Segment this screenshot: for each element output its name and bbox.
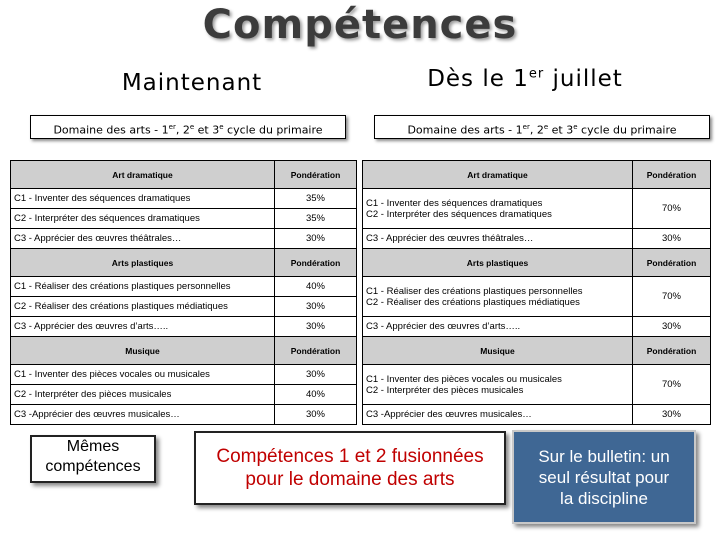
callout-line: Sur le bulletin: un: [538, 446, 670, 466]
competency-weight: 30%: [633, 317, 711, 337]
competency-weight: 70%: [633, 189, 711, 229]
table-row: [363, 405, 711, 425]
competency-table-current: [10, 160, 357, 425]
domain-sup: e: [573, 123, 578, 131]
table-header-row: [363, 249, 711, 277]
heading-july-sup: er: [528, 66, 545, 82]
competency-label: C1 - Inventer des séquences dramatiques: [11, 189, 275, 209]
section-header: Musique: [363, 337, 633, 365]
section-header: Musique: [11, 337, 275, 365]
slide-title: Compétences: [202, 2, 518, 48]
domain-box-right: [374, 115, 710, 139]
domain-box-left: [30, 115, 346, 139]
table-row: [363, 277, 711, 317]
table-row: [11, 317, 357, 337]
weight-header: Pondération: [275, 337, 357, 365]
table-row: [11, 385, 357, 405]
competency-merged-label: [363, 365, 633, 405]
competency-label: C3 - Apprécier des œuvres théâtrales…: [363, 229, 633, 249]
domain-sup: er: [168, 123, 176, 131]
competency-weight: 40%: [275, 385, 357, 405]
same-competencies-callout: [30, 435, 156, 483]
competency-weight: 70%: [633, 277, 711, 317]
merged-line: C1 - Inventer des pièces vocales ou musicales: [366, 373, 562, 385]
table-row: [363, 317, 711, 337]
domain-sup: e: [219, 123, 224, 131]
domain-text: et 3: [194, 123, 220, 137]
competency-label: C3 -Apprécier des œuvres musicales…: [11, 405, 275, 425]
weight-header: Pondération: [275, 249, 357, 277]
competency-label: C3 - Apprécier des œuvres d’arts…..: [363, 317, 633, 337]
competency-merged-label: [363, 277, 633, 317]
table-row: [363, 229, 711, 249]
competency-weight: 30%: [275, 405, 357, 425]
table-row: [11, 365, 357, 385]
competency-label: C2 - Interpréter des séquences dramatiques: [11, 209, 275, 229]
table-row: [11, 209, 357, 229]
table-header-row: [11, 337, 357, 365]
merged-line: C2 - Interpréter des séquences dramatiques: [366, 208, 552, 220]
table-row: [363, 189, 711, 229]
merged-line: C1 - Inventer des séquences dramatiques: [366, 197, 543, 209]
table-row: [11, 297, 357, 317]
competency-label: C2 - Réaliser des créations plastiques médiatiques: [11, 297, 275, 317]
competency-label: C1 - Réaliser des créations plastiques personnelles: [11, 277, 275, 297]
weight-header: Pondération: [633, 249, 711, 277]
section-header: Arts plastiques: [363, 249, 633, 277]
table-row: [11, 405, 357, 425]
competency-label: C1 - Inventer des pièces vocales ou musicales: [11, 365, 275, 385]
heading-july-text: Dès le 1: [427, 66, 529, 92]
competency-label: C3 - Apprécier des œuvres théâtrales…: [11, 229, 275, 249]
section-header: Art dramatique: [11, 161, 275, 189]
merged-competencies-callout: [194, 431, 506, 505]
competency-label: C3 - Apprécier des œuvres d’arts…..: [11, 317, 275, 337]
merged-line: C2 - Interpréter des pièces musicales: [366, 384, 524, 396]
domain-sup: e: [189, 123, 195, 131]
callout-line: la discipline: [560, 488, 648, 508]
domain-sup: e: [543, 123, 549, 131]
competency-weight: 70%: [633, 365, 711, 405]
table-header-row: [363, 161, 711, 189]
domain-text: cycle du primaire: [577, 123, 677, 137]
competency-merged-label: [363, 189, 633, 229]
competency-weight: 30%: [275, 297, 357, 317]
heading-july: [395, 66, 655, 92]
domain-text: et 3: [548, 123, 574, 137]
heading-now: Maintenant: [121, 70, 263, 96]
merged-line: C1 - Réaliser des créations plastiques personnelles: [366, 285, 583, 297]
merged-line: C2 - Réaliser des créations plastiques médiatiques: [366, 296, 580, 308]
table-header-row: [11, 249, 357, 277]
weight-header: Pondération: [633, 161, 711, 189]
table-row: [11, 277, 357, 297]
competency-weight: 35%: [275, 189, 357, 209]
table-header-row: [11, 161, 357, 189]
section-header: Art dramatique: [363, 161, 633, 189]
competency-weight: 35%: [275, 209, 357, 229]
competency-weight: 30%: [275, 365, 357, 385]
table-row: [363, 365, 711, 405]
competency-weight: 30%: [275, 317, 357, 337]
weight-header: Pondération: [275, 161, 357, 189]
competency-weight: 30%: [633, 229, 711, 249]
heading-july-tail: juillet: [544, 66, 623, 92]
competency-weight: 40%: [275, 277, 357, 297]
table-header-row: [363, 337, 711, 365]
callout-line: seul résultat pour: [538, 467, 670, 487]
weight-header: Pondération: [633, 337, 711, 365]
domain-text: Domaine des arts - 1: [407, 123, 523, 137]
competency-label: C2 - Interpréter des pièces musicales: [11, 385, 275, 405]
section-header: Arts plastiques: [11, 249, 275, 277]
domain-text: cycle du primaire: [223, 123, 323, 137]
competency-label: C3 -Apprécier des œuvres musicales…: [363, 405, 633, 425]
callout-line: Compétences 1 et 2 fusionnées: [216, 446, 484, 467]
bulletin-callout: [512, 430, 696, 524]
callout-line: Mêmes: [66, 438, 120, 455]
table-row: [11, 189, 357, 209]
domain-text: Domaine des arts - 1: [53, 123, 169, 137]
table-row: [11, 229, 357, 249]
callout-line: pour le domaine des arts: [245, 469, 455, 490]
competency-table-new: [362, 160, 711, 425]
callout-line: compétences: [45, 458, 141, 475]
competency-weight: 30%: [275, 229, 357, 249]
domain-text: , 2: [175, 123, 190, 137]
competency-weight: 30%: [633, 405, 711, 425]
domain-text: , 2: [529, 123, 544, 137]
domain-sup: er: [522, 123, 530, 131]
